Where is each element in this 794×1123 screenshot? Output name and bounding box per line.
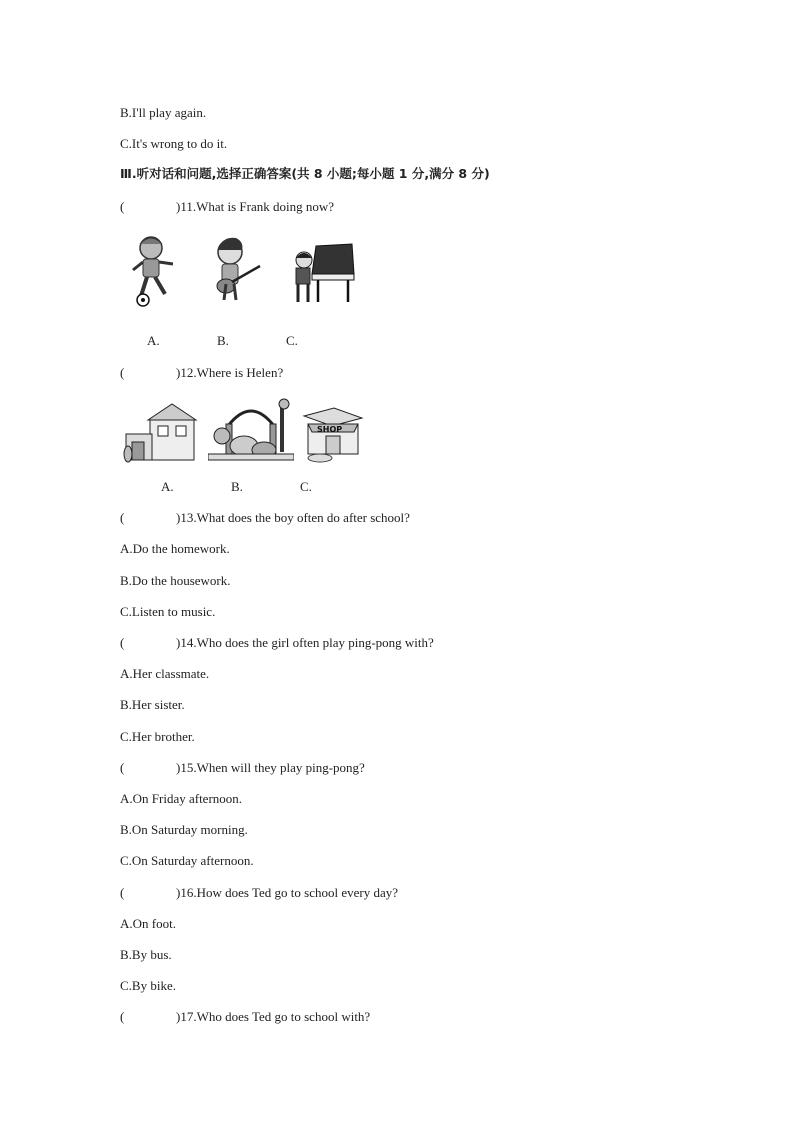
section-heading: Ⅲ.听对话和问题,选择正确答案(共 8 小题;每小题 1 分,满分 8 分) [120,166,490,181]
question-16: ( )16.How does Ted go to school every day? [120,885,398,900]
q11-option-c: C. [286,333,298,348]
q13-option-a: A.Do the homework. [120,541,230,556]
q11-option-a: A. [147,333,160,348]
question-12: ( )12.Where is Helen? [120,365,284,380]
shop-sign: SHOP [317,425,343,434]
q11-option-b: B. [217,333,229,348]
q14-option-b: B.Her sister. [120,697,185,712]
q12-option-a: A. [161,479,174,494]
q12-option-c: C. [300,479,312,494]
question-15: ( )15.When will they play ping-pong? [120,760,365,775]
q12-option-b: B. [231,479,243,494]
zoo-image [208,396,294,464]
option-q10-c: C.It's wrong to do it. [120,136,228,151]
q16-option-c: C.By bike. [120,978,176,993]
q15-option-b: B.On Saturday morning. [120,822,248,837]
q14-option-c: C.Her brother. [120,729,195,744]
option-q10-b: B.I'll play again. [120,105,207,120]
q14-option-a: A.Her classmate. [120,666,210,681]
guitar-player-image [208,236,264,302]
house-image [120,400,200,464]
question-11: ( )11.What is Frank doing now? [120,199,335,214]
soccer-player-image [125,234,183,308]
q16-option-b: B.By bus. [120,947,172,962]
shop-image [300,404,364,464]
question-14: ( )14.Who does the girl often play ping-pong with? [120,635,434,650]
q15-option-a: A.On Friday afternoon. [120,791,243,806]
question-13: ( )13.What does the boy often do after school? [120,510,410,525]
q13-option-b: B.Do the housework. [120,573,231,588]
q16-option-a: A.On foot. [120,916,176,931]
question-17: ( )17.Who does Ted go to school with? [120,1009,371,1024]
q15-option-c: C.On Saturday afternoon. [120,853,254,868]
piano-player-image [290,240,356,308]
q13-option-c: C.Listen to music. [120,604,216,619]
